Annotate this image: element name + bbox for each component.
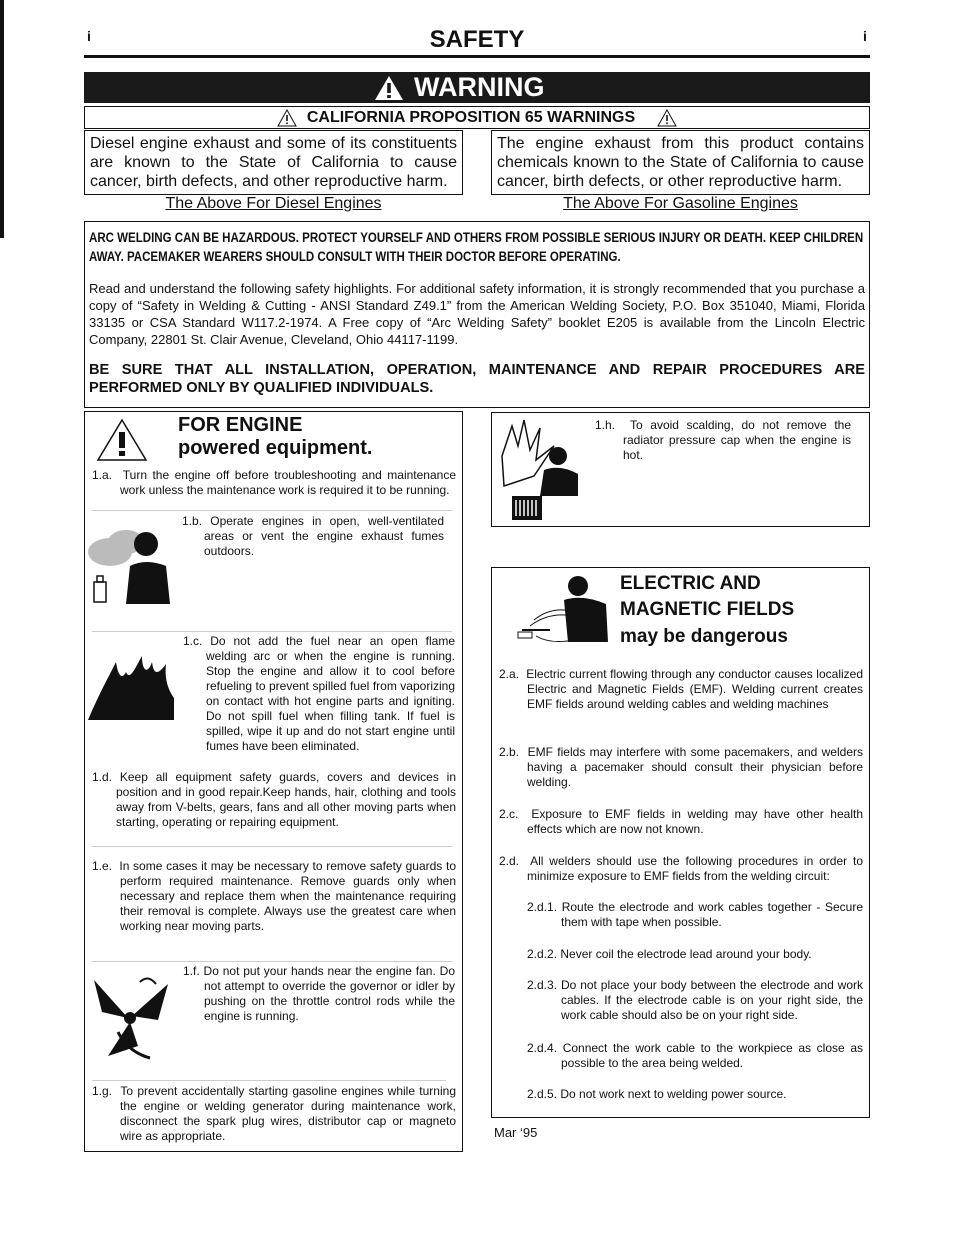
emf-heading-2: MAGNETIC FIELDS	[620, 599, 795, 620]
engine-item-1c: 1.c. Do not add the fuel near an open flame welding arc or when the engine is running. Stop the engine and allow it to cool before refueling to prevent spilled fuel from vaporizing on contact with hot engine parts and igniting. Do not spill fuel when filling tank. If fuel is spilled, wipe it up and do not start engine until fumes have been eliminated.	[183, 634, 455, 753]
engine-item-1h: 1.h. To avoid scalding, do not remove the radiator pressure cap when the engine is hot.	[595, 418, 852, 462]
engine-item-1e: 1.e. In some cases it may be necessary to remove safety guards to perform required maintenance. Remove guards only when necessary and replace them when the maintenance requiring their removal is complete. Always use the greatest care when working near moving parts.	[92, 859, 456, 933]
gasoline-warning-box: The engine exhaust from this product contains chemicals known to the State of California to cause cancer, birth defects, or other reproductive harm.	[491, 130, 870, 195]
engine-item-1g: 1.g. To prevent accidentally starting gasoline engines while turning the engine or welding generator during maintenance work, disconnect the spark plug wires, distributor cap or magneto wire as appropriate.	[92, 1084, 456, 1143]
warning-triangle-icon	[657, 109, 677, 127]
warning-triangle-icon	[96, 418, 148, 462]
emf-subitem-2d2: 2.d.2. Never coil the electrode lead around your body.	[527, 947, 812, 961]
engine-subheading: powered equipment.	[178, 437, 373, 459]
radiator-scalding-icon	[494, 416, 584, 524]
flame-icon	[86, 652, 176, 722]
emf-welder-icon	[516, 572, 612, 654]
emf-heading-1: ELECTRIC AND	[620, 573, 761, 594]
page-number-left: i	[87, 28, 91, 44]
exhaust-fumes-icon	[86, 522, 174, 608]
divider	[92, 631, 452, 632]
gasoline-caption: The Above For Gasoline Engines	[563, 195, 798, 212]
engine-item-1f: 1.f. Do not put your hands near the engine fan. Do not attempt to override the governor or idler by pushing on the throttle control rods while the engine is running.	[183, 964, 455, 1023]
diesel-warning-box: Diesel engine exhaust and some of its constituents are known to the State of California to cause cancer, birth defects, and other reproductive harm.	[84, 130, 463, 195]
divider	[92, 846, 452, 847]
fan-hand-icon	[88, 972, 174, 1062]
diesel-caption: The Above For Diesel Engines	[165, 195, 382, 212]
warning-title: WARNING	[414, 72, 545, 102]
page-number-right: i	[863, 28, 867, 44]
california-heading-bar	[84, 106, 870, 129]
emf-item-2c: 2.c. Exposure to EMF fields in welding may have other health effects which are now not known.	[499, 807, 863, 836]
emf-subitem-2d4: 2.d.4. Connect the work cable to the workpiece as close as possible to the area being welded.	[527, 1041, 863, 1070]
engine-heading: FOR ENGINE	[178, 414, 303, 436]
engine-item-1a: 1.a. Turn the engine off before troubleshooting and maintenance work unless the maintenance work is required it to be running.	[92, 468, 457, 497]
page-edge-bar	[0, 0, 4, 238]
divider	[92, 510, 452, 511]
title-rule	[84, 55, 870, 58]
emf-item-2b: 2.b. EMF fields may interfere with some pacemakers, and welders having a pacemaker should consult their physician before welding.	[499, 745, 863, 789]
arc-welding-hazard-warning: ARC WELDING CAN BE HAZARDOUS. PROTECT YOURSELF AND OTHERS FROM POSSIBLE SERIOUS INJURY OR DEATH. KEEP CHILDREN AWAY. PACEMAKER WEARERS SHOULD CONSULT WITH THEIR DOCTOR BEFORE OPERATING.	[89, 230, 864, 264]
revision-date: Mar ‘95	[494, 1125, 538, 1140]
emf-subitem-2d3: 2.d.3. Do not place your body between the electrode and work cables. If the electrode cable is on your right side, the work cable should also be on your right side.	[527, 978, 863, 1022]
warning-banner	[84, 72, 870, 103]
divider	[92, 1080, 446, 1081]
page-title: SAFETY	[429, 26, 525, 53]
emf-subitem-2d5: 2.d.5. Do not work next to welding power source.	[527, 1087, 787, 1101]
engine-item-1d: 1.d. Keep all equipment safety guards, covers and devices in position and in good repair.Keep hands, hair, clothing and tools away from V-belts, gears, fans and all other moving parts when starting, operating or repairing equipment.	[92, 770, 456, 829]
divider	[92, 961, 452, 962]
california-heading: CALIFORNIA PROPOSITION 65 WARNINGS	[306, 108, 636, 126]
emf-subitem-2d1: 2.d.1. Route the electrode and work cables together - Secure them with tape when possible.	[527, 900, 863, 929]
engine-item-1b: 1.b. Operate engines in open, well-ventilated areas or vent the engine exhaust fumes outdoors.	[182, 514, 444, 558]
emf-item-2d: 2.d. All welders should use the following procedures in order to minimize exposure to EMF fields from the welding circuit:	[499, 854, 863, 883]
intro-box	[84, 221, 870, 408]
warning-triangle-icon	[277, 109, 297, 127]
qualified-individuals-notice: BE SURE THAT ALL INSTALLATION, OPERATION, MAINTENANCE AND REPAIR PROCEDURES ARE PERFORMED ONLY BY QUALIFIED INDIVIDUALS.	[89, 362, 865, 396]
emf-item-2a: 2.a. Electric current flowing through any conductor causes localized Electric and Magnetic Fields (EMF). Welding current creates EMF fields around welding cables and welding machines	[499, 667, 863, 711]
intro-paragraph: Read and understand the following safety highlights. For additional safety information, it is strongly recommended that you purchase a copy of “Safety in Welding & Cutting - ANSI Standard Z49.1” from the American Welding Society, P.O. Box 351040, Miami, Florida 33135 or CSA Standard W117.2-1974. A Free copy of “Arc Welding Safety” booklet E205 is available from the Lincoln Electric Company, 22801 St. Clair Avenue, Cleveland, Ohio 44117-1199.	[89, 281, 865, 347]
warning-triangle-icon	[374, 75, 404, 101]
emf-heading-3: may be dangerous	[620, 626, 788, 647]
